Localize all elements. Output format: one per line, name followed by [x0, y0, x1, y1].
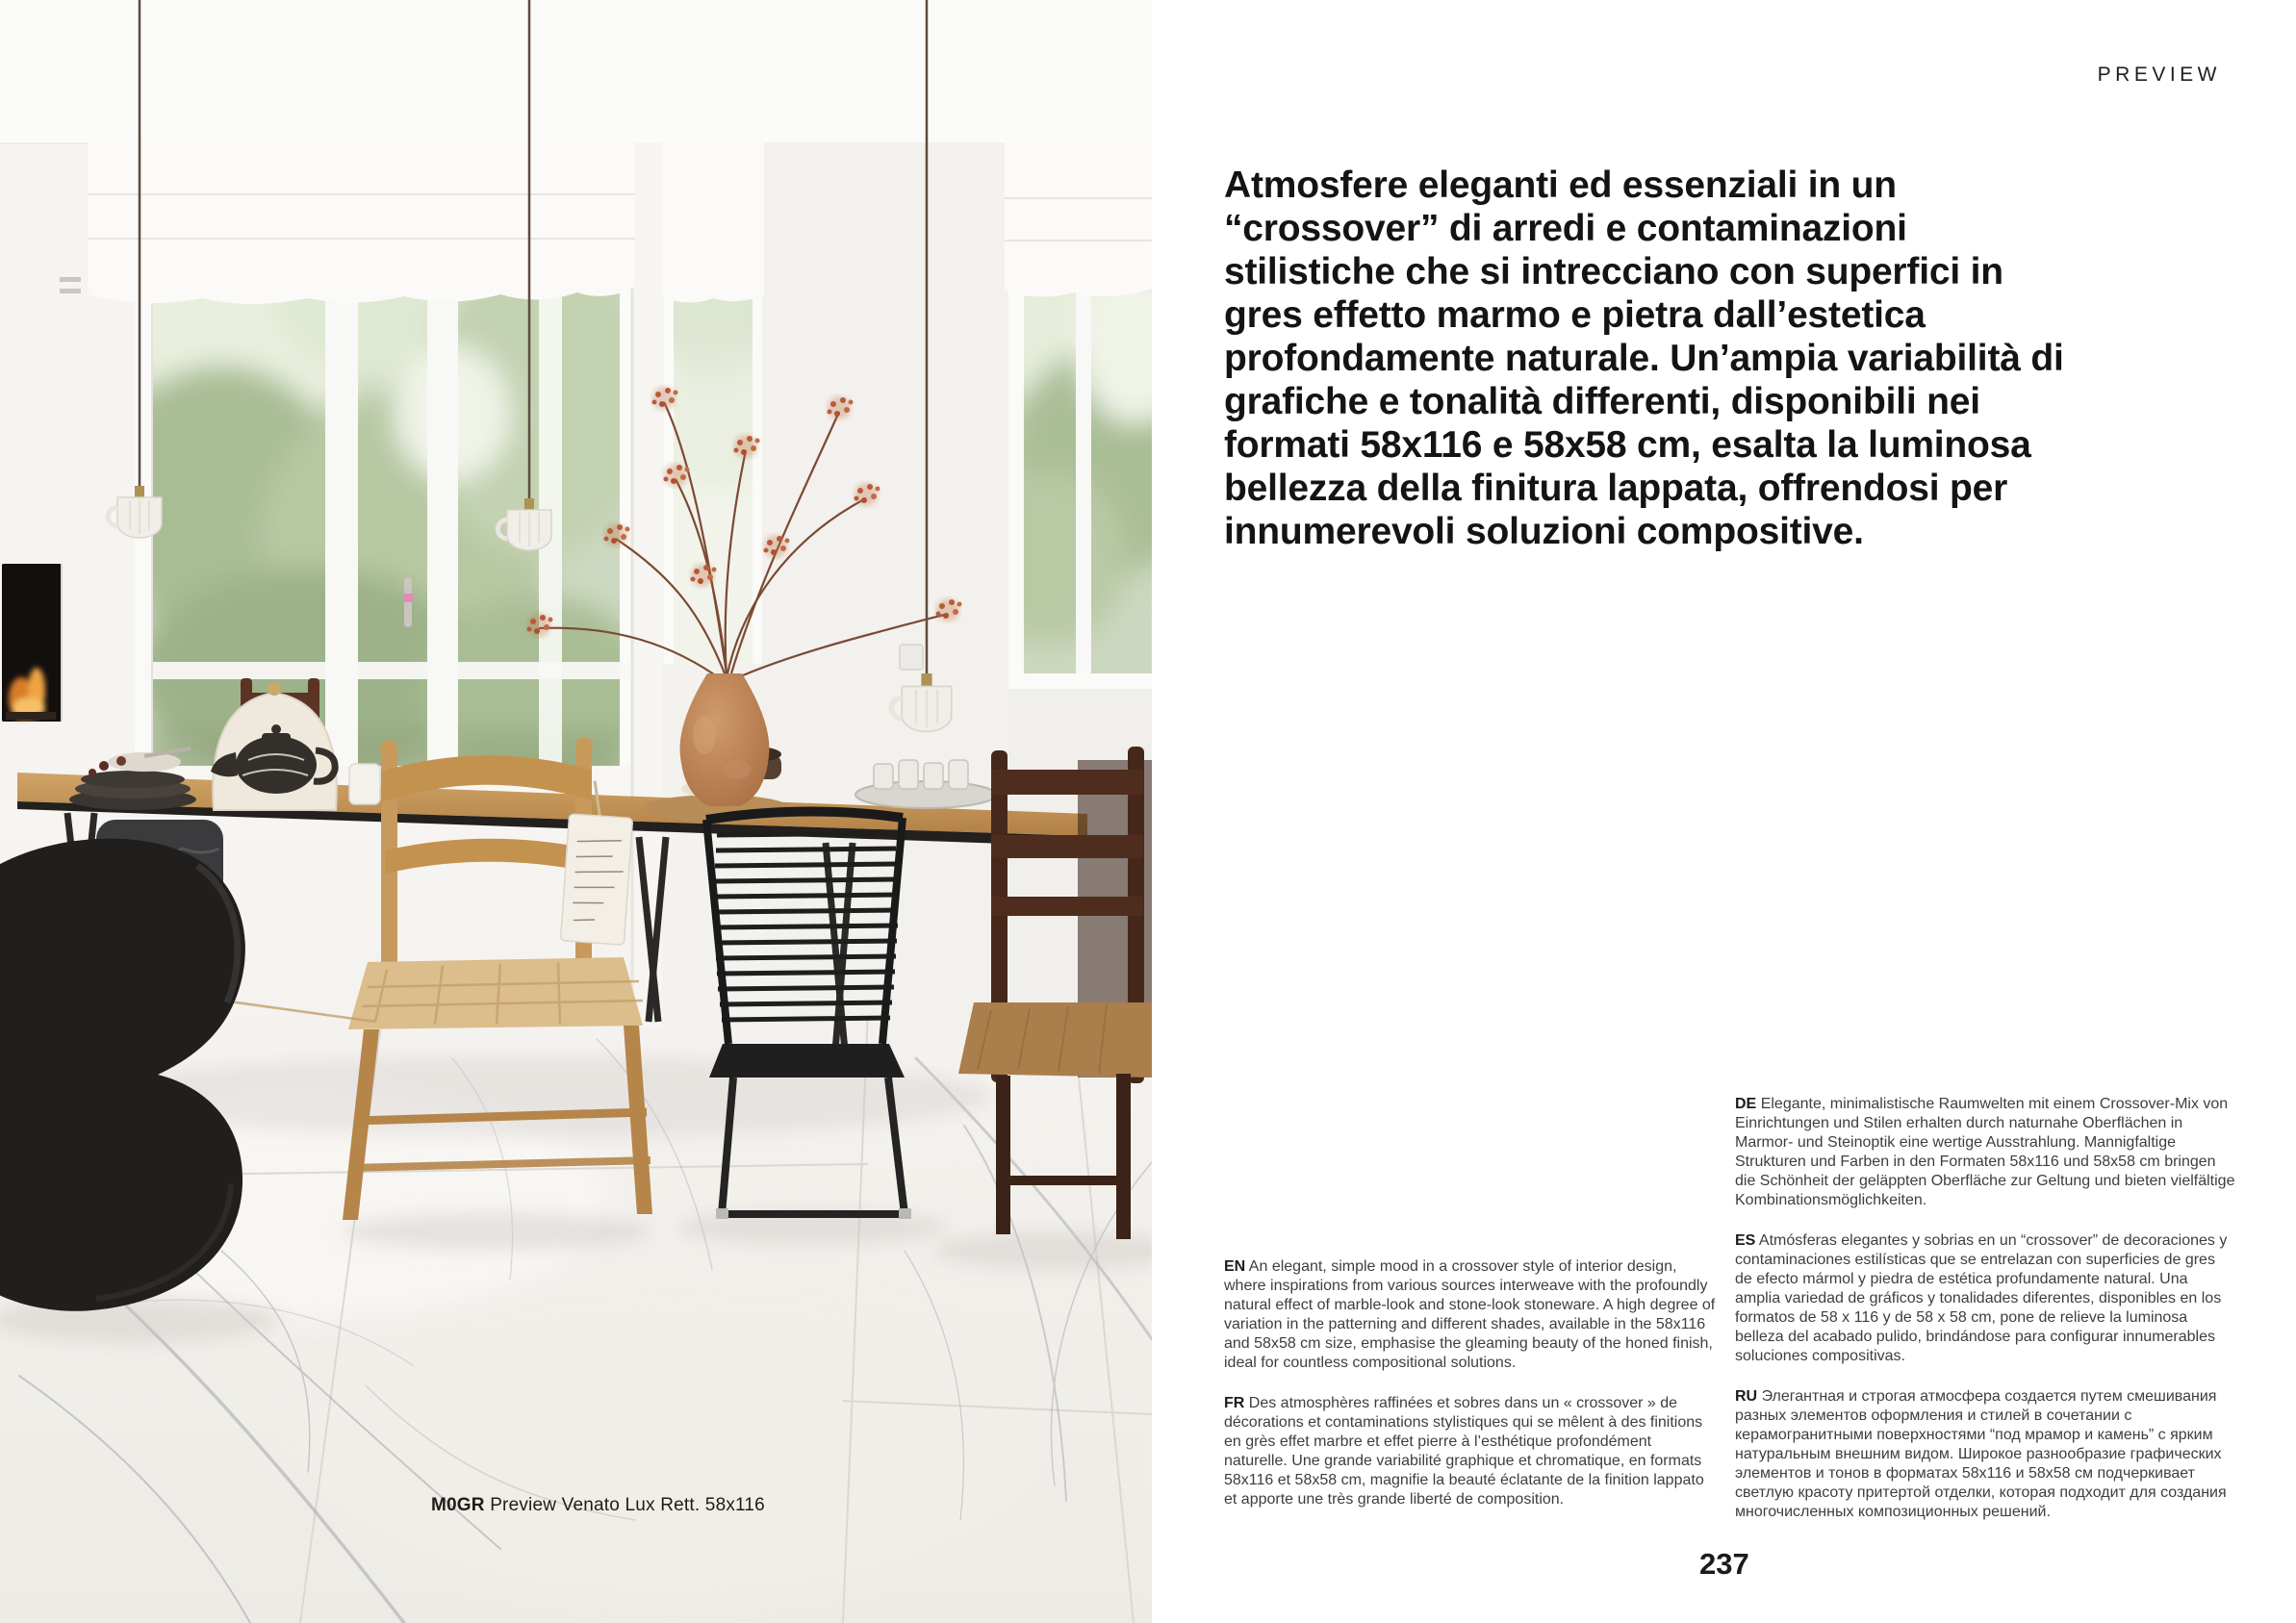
- text-column-left: [1224, 1257, 1719, 1531]
- light-switch: [900, 645, 923, 670]
- paragraph-ru: [1735, 1387, 2235, 1522]
- paragraph-fr: [1224, 1394, 1719, 1509]
- paragraph-en-text: An elegant, simple mood in a crossover style of interior design, where inspirations from various sources interweave with the profoundly natural effect of marble-look and stone-look stoneware. A high degree of variation in the patterning and different shades, available in the 58x116 and 58x58 cm size, emphasise the gleaming beauty of the honed finish, ideal for countless compositional solutions.: [1224, 1258, 1716, 1371]
- paragraph-ru-text: Элегантная и строгая атмосфера создается путем смешивания разных элементов оформления и стилей в сочетании с керамогранитными поверхностями “под мрамор и камень” с ярким натуральным внешним видом. Широкое разнообразие графических элементов и тонов в форматах 58x116 и 58x58 см подчеркивает светлую красоту притертой отделки, которая подходит для создания многочисленных композиционных решений.: [1735, 1388, 2227, 1520]
- lang-label-es: ES: [1735, 1232, 1756, 1249]
- page-number: 237: [1699, 1547, 1749, 1581]
- lang-label-ru: RU: [1735, 1388, 1758, 1405]
- product-name: Preview Venato Lux Rett. 58x116: [490, 1495, 765, 1515]
- paragraph-de-text: Elegante, minimalistische Raumwelten mit einem Crossover-Mix von Einrichtungen und Stilen erhalten durch naturnahe Oberflächen in Marmor- und Steinoptik eine wertige Ausstrahlung. Mannigfaltige Strukturen und Farben in den Formaten 58x116 und 58x58 cm bringen die Schönheit der geläppten Oberfläche zur Geltung und bieten vielfältige Kombinationsmöglichkeiten.: [1735, 1096, 2235, 1208]
- lang-label-fr: FR: [1224, 1395, 1245, 1411]
- paragraph-fr-text: Des atmosphères raffinées et sobres dans un « crossover » de décorations et contaminations stylistiques qui se mêlent à des finitions en grès effet marbre et effet pierre à l’esthétique profondément naturelle. Une grande variabilité graphique et chromatique, en formats 58x116 et 58x58 cm, magnifie la beauté éclatante de la finition lappato et apporte une très grande liberté de composition.: [1224, 1395, 1704, 1508]
- photo-caption: [431, 1495, 765, 1516]
- lang-label-de: DE: [1735, 1096, 1757, 1112]
- ceiling: [0, 0, 1152, 144]
- lang-label-en: EN: [1224, 1258, 1246, 1275]
- paragraph-es-text: Atmósferas elegantes y sobrias en un “crossover” de decoraciones y contaminaciones estilísticas que se entrelazan con superficies de gres de efecto mármol y piedra de estética profundamente natural. Una amplia variedad de gráficos y tonalidades diferentes, disponibles en los formatos de 58 x 116 y de 58 x 58 cm, pone de relieve la luminosa belleza del acabado pulido, brindándose para configurar innumerables soluciones compositivas.: [1735, 1232, 2228, 1364]
- mug: [349, 764, 380, 804]
- fireplace: [2, 564, 62, 722]
- text-column-right: [1735, 1095, 2235, 1543]
- paragraph-es: [1735, 1231, 2235, 1366]
- product-code: M0GR: [431, 1495, 485, 1515]
- paragraph-en: [1224, 1257, 1719, 1373]
- headline-italian: Atmosfere eleganti ed essenziali in un “crossover” di arredi e contaminazioni stilistiche che si intrecciano con superfici in gres effetto marmo e pietra dall’estetica profondamente naturale. Un’ampia variabilità di grafiche e tonalità differenti, disponibili nei formati 58x116 e 58x58 cm, esalta la luminosa bellezza della finitura lappata, offrendosi per innumerevoli soluzioni compositive.: [1224, 165, 2064, 552]
- paragraph-de: [1735, 1095, 2235, 1210]
- preview-label: PREVIEW: [2097, 63, 2221, 86]
